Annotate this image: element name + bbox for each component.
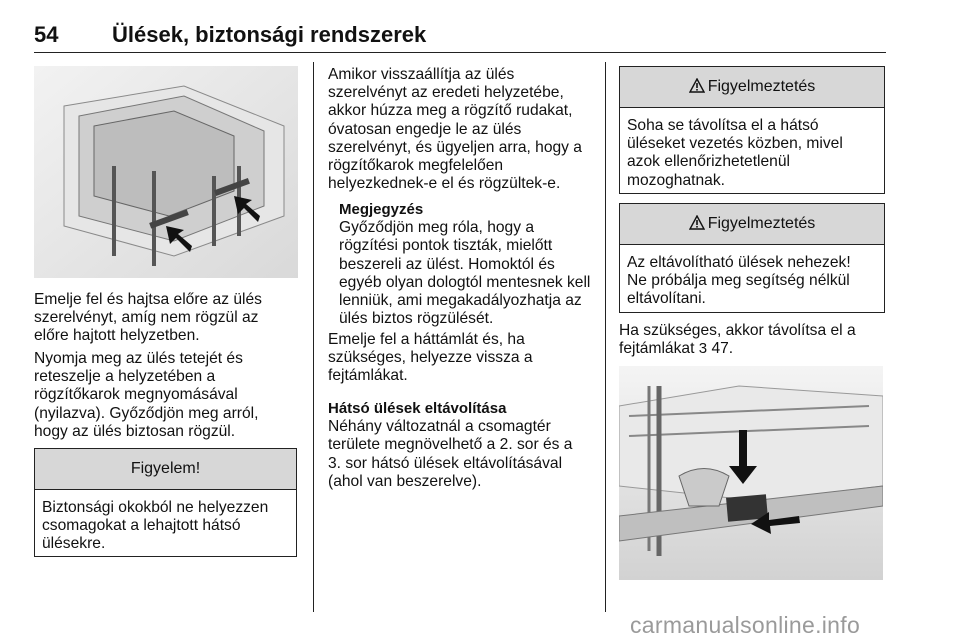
col1-paragraph-1: Emelje fel és hajtsa előre az ülés szerelvényt, amíg nem rögzül az előre hajtott helyzetben. (34, 291, 262, 345)
caution-body: Biztonsági okokból ne helyezzen csomagokat a lehajtott hátsó ülésekre. (42, 499, 269, 553)
warning-triangle-icon (689, 78, 705, 93)
caution-title: Figyelem! (35, 449, 296, 490)
warning-title-2: Figyelmeztetés (620, 204, 884, 245)
caution-box (34, 448, 297, 557)
page-reference: 47. (711, 340, 734, 358)
page-reference-symbol: 3 (698, 340, 708, 358)
warning-box-2 (619, 203, 885, 313)
note: Megjegyzés Győződjön meg róla, hogy a rögzítési pontok tiszták, mielőtt beszereli az ülést. Homoktól és egyéb olyan dologtól mentesnek kell lenniük, ami megakadályozhatja az ülés biztos rögzülését. (339, 201, 591, 328)
col1-paragraph-2: Nyomja meg az ülés tetejét és reteszelje a helyzetében a rögzítőkarok megnyomásával (nyilazva). Győződjön meg arról, hogy az ülés biztosan rögzül. (34, 350, 259, 440)
page-title: Ülések, biztonsági rendszerek (112, 22, 427, 47)
col2-paragraph-2: Emelje fel a háttámlát és, ha szükséges, helyezze vissza a fejtámlákat. (328, 331, 533, 385)
page-header (34, 22, 886, 53)
col2-paragraph-1: Amikor visszaállítja az ülés szerelvényt az eredeti helyzetébe, akkor húzza meg a rögzítő rudakat, óvatosan engedje le az ülés szerelvényt, és ügyeljen arra, hogy a rögzítőkarok megfelelően helyezkednek-e el és rögzültek-e. (328, 66, 582, 193)
seat-release-illustration (619, 366, 883, 580)
warning-triangle-icon (689, 215, 705, 230)
note-title: Megjegyzés (339, 201, 424, 218)
warning-body-1: Soha se távolítsa el a hátsó üléseket vezetés közben, mivel azok ellenőrizhetetlenül mozoghatnak. (627, 117, 843, 189)
col3-paragraph-1: Ha szükséges, akkor távolítsa el a fejtámlákat 3 47. (619, 322, 856, 358)
section-heading: Hátsó ülések eltávolítása (328, 400, 507, 417)
column-divider-2 (605, 62, 606, 612)
column-divider-1 (313, 62, 314, 612)
page-number: 54 (34, 22, 59, 47)
folded-seat-illustration (34, 66, 298, 278)
warning-title-1: Figyelmeztetés (620, 67, 884, 108)
warning-box-1 (619, 66, 885, 194)
warning-body-2: Az eltávolítható ülések nehezek! Ne próbálja meg segítség nélkül eltávolítani. (627, 254, 851, 308)
watermark: carmanualsonline.info (630, 612, 861, 638)
section-rear-seat-removal: Hátsó ülések eltávolítása Néhány változatnál a csomagtér területe megnövelhető a 2. sor és a 3. sor hátsó ülések eltávolításával (ahol van beszerelve). (328, 400, 573, 490)
